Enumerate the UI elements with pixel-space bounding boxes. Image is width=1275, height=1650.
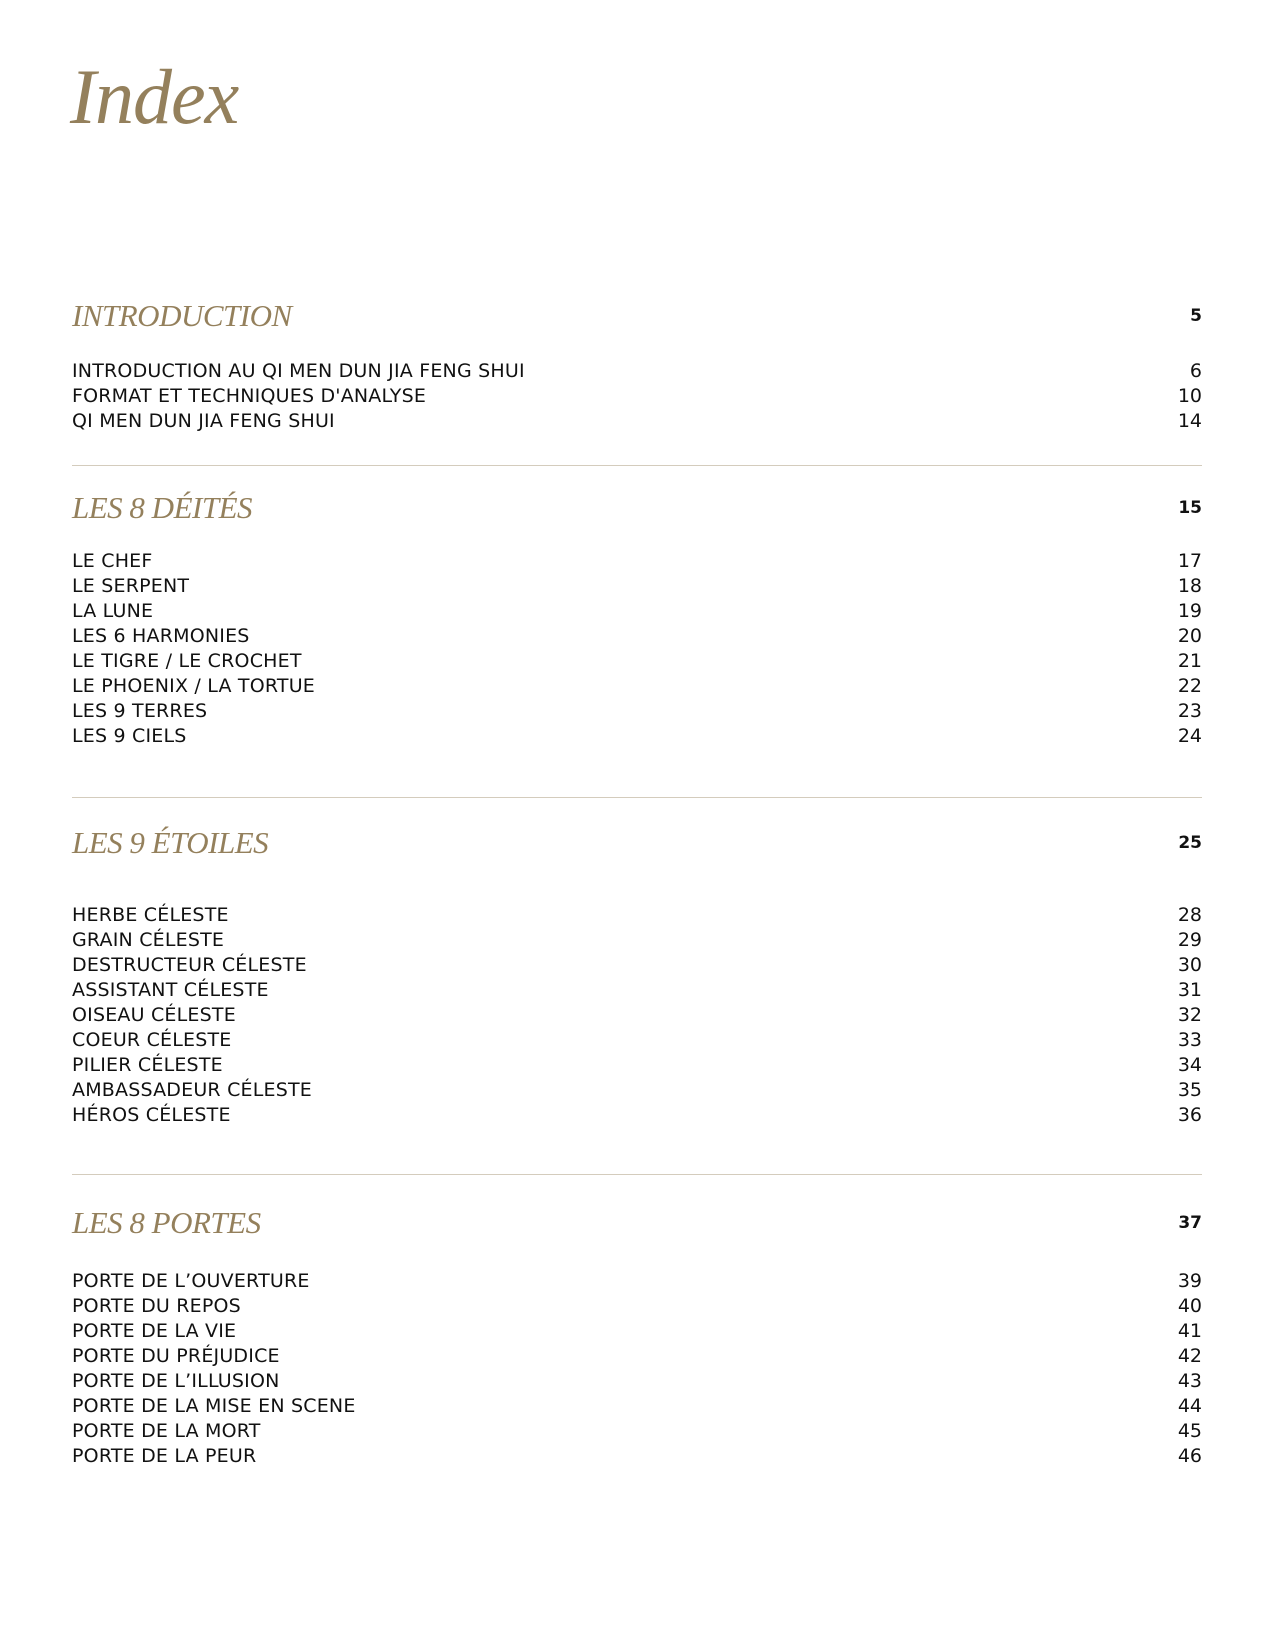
section-heading [72,296,1202,336]
entry-page-number: 23 [1177,700,1202,722]
list-item [72,574,1202,599]
section-page-number: 25 [1178,833,1202,853]
section-title: INTRODUCTION [72,298,292,333]
list-item [72,1028,1202,1053]
entry-label: ASSISTANT CÉLESTE [72,979,269,1001]
entry-page-number: 14 [1177,410,1202,432]
list-item [72,409,1202,434]
entry-label: FORMAT ET TECHNIQUES D'ANALYSE [72,385,427,407]
entry-label: OISEAU CÉLESTE [72,1004,236,1026]
section-title: LES 8 PORTES [72,1205,261,1240]
entry-label: LE SERPENT [72,575,190,597]
entry-page-number: 28 [1177,904,1202,926]
section-heading [72,1203,1202,1243]
list-item [72,1078,1202,1103]
list-item [72,649,1202,674]
entry-page-number: 6 [1189,360,1202,382]
list-item [72,1103,1202,1128]
entry-label: GRAIN CÉLESTE [72,929,225,951]
entry-label: LE TIGRE / LE CROCHET [72,650,302,672]
list-item [72,1344,1202,1369]
entry-label: HÉROS CÉLESTE [72,1104,231,1126]
section-title: LES 9 ÉTOILES [72,825,269,860]
entry-label: QI MEN DUN JIA FENG SHUI [72,410,335,432]
entry-label: LE CHEF [72,550,153,572]
entry-page-number: 42 [1177,1345,1202,1367]
entry-page-number: 44 [1177,1395,1202,1417]
entry-list [72,359,1202,434]
entry-page-number: 18 [1177,575,1202,597]
entry-page-number: 39 [1177,1270,1202,1292]
index-section-introduction [72,296,1202,432]
section-page-number: 5 [1190,306,1202,326]
entry-page-number: 30 [1177,954,1202,976]
entry-list [72,903,1202,1128]
entry-page-number: 10 [1177,385,1202,407]
entry-label: INTRODUCTION AU QI MEN DUN JIA FENG SHUI [72,360,525,382]
entry-page-number: 32 [1177,1004,1202,1026]
list-item [72,1444,1202,1469]
entry-page-number: 40 [1177,1295,1202,1317]
list-item [72,928,1202,953]
list-item [72,699,1202,724]
entry-label: HERBE CÉLESTE [72,904,229,926]
entry-page-number: 17 [1177,550,1202,572]
list-item [72,1269,1202,1294]
list-item [72,359,1202,384]
list-item [72,978,1202,1003]
entry-label: PORTE DE LA VIE [72,1320,237,1342]
entry-page-number: 34 [1177,1054,1202,1076]
entry-page-number: 46 [1177,1445,1202,1467]
list-item [72,384,1202,409]
entry-label: LA LUNE [72,600,154,622]
entry-list [72,1269,1202,1469]
entry-page-number: 45 [1177,1420,1202,1442]
section-divider [72,1174,1202,1175]
entry-page-number: 43 [1177,1370,1202,1392]
entry-label: PORTE DE LA MISE EN SCENE [72,1395,356,1417]
entry-page-number: 20 [1177,625,1202,647]
entry-page-number: 36 [1177,1104,1202,1126]
entry-page-number: 31 [1177,979,1202,1001]
list-item [72,724,1202,749]
section-title: LES 8 DÉITÉS [72,490,252,525]
entry-label: PORTE DU PRÉJUDICE [72,1345,280,1367]
entry-label: LE PHOENIX / LA TORTUE [72,675,316,697]
entry-list [72,549,1202,749]
section-divider [72,465,1202,466]
index-section-portes [72,1203,1202,1467]
entry-label: PORTE DE LA MORT [72,1420,261,1442]
entry-label: PORTE DE LA PEUR [72,1445,257,1467]
entry-label: LES 6 HARMONIES [72,625,250,647]
entry-page-number: 22 [1177,675,1202,697]
list-item [72,1053,1202,1078]
entry-label: PORTE DE L’ILLUSION [72,1370,280,1392]
entry-page-number: 41 [1177,1320,1202,1342]
list-item [72,953,1202,978]
entry-label: AMBASSADEUR CÉLESTE [72,1079,313,1101]
section-divider [72,797,1202,798]
entry-label: PILIER CÉLESTE [72,1054,223,1076]
entry-page-number: 21 [1177,650,1202,672]
entry-label: LES 9 CIELS [72,725,187,747]
list-item [72,624,1202,649]
entry-page-number: 33 [1177,1029,1202,1051]
entry-page-number: 35 [1177,1079,1202,1101]
list-item [72,1369,1202,1394]
list-item [72,1394,1202,1419]
list-item [72,674,1202,699]
list-item [72,1294,1202,1319]
list-item [72,1319,1202,1344]
section-heading [72,823,1202,863]
list-item [72,1419,1202,1444]
section-heading [72,488,1202,528]
entry-label: DESTRUCTEUR CÉLESTE [72,954,307,976]
section-page-number: 15 [1178,498,1202,518]
entry-label: LES 9 TERRES [72,700,208,722]
entry-page-number: 24 [1177,725,1202,747]
index-section-deites [72,488,1202,747]
list-item [72,1003,1202,1028]
entry-label: COEUR CÉLESTE [72,1029,232,1051]
list-item [72,599,1202,624]
list-item [72,903,1202,928]
page-title: Index [70,53,239,140]
entry-label: PORTE DE L’OUVERTURE [72,1270,310,1292]
entry-page-number: 19 [1177,600,1202,622]
index-section-etoiles [72,823,1202,1126]
list-item [72,549,1202,574]
entry-page-number: 29 [1177,929,1202,951]
entry-label: PORTE DU REPOS [72,1295,241,1317]
section-page-number: 37 [1178,1213,1202,1233]
